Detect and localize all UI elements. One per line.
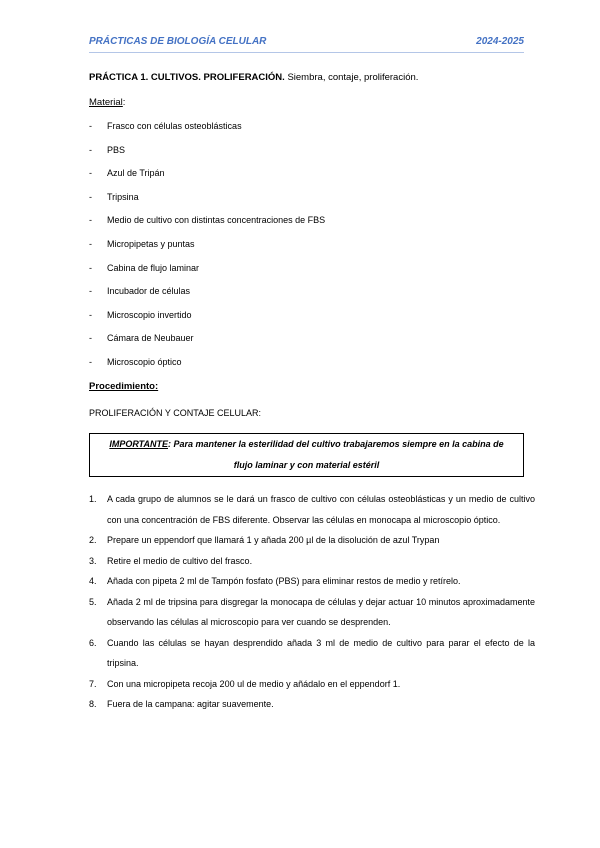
step-text: Fuera de la campana: agitar suavemente. bbox=[107, 699, 274, 709]
step-text: Añada 2 ml de tripsina para disgregar la monocapa de células y dejar actuar 10 minutos aproximadamente observando las células al microscopio para ver cuando se desprenden. bbox=[107, 596, 535, 627]
procedure-heading: Procedimiento: bbox=[89, 381, 159, 392]
material-item-text: Cabina de flujo laminar bbox=[107, 262, 200, 273]
practice-title-bold: PRÁCTICA 1. CULTIVOS. PROLIFERACIÓN. bbox=[89, 72, 285, 83]
important-text-2: flujo laminar y con material estéril bbox=[233, 460, 380, 470]
procedure-step bbox=[89, 530, 535, 551]
procedure-step bbox=[89, 694, 535, 715]
step-text: Añada con pipeta 2 ml de Tampón fosfato (PBS) para eliminar restos de medio y retírelo. bbox=[107, 576, 461, 586]
list-dash: - bbox=[89, 144, 92, 155]
important-text-1: : Para mantener la esterilidad del cultivo trabajaremos siempre en la cabina de bbox=[168, 439, 504, 449]
material-item-text: Microscopio invertido bbox=[107, 309, 192, 320]
material-item-text: Incubador de células bbox=[107, 286, 191, 297]
important-line-1 bbox=[90, 434, 523, 455]
important-notice bbox=[89, 433, 524, 477]
step-number: 2. bbox=[89, 535, 97, 545]
step-text: A cada grupo de alumnos se le dará un frasco de cultivo con células osteoblásticas y un medio de cultivo con una concentración de FBS diferente. Observar las células en monocapa al microscopio óptico. bbox=[107, 494, 535, 525]
practice-title bbox=[89, 72, 418, 83]
step-text: Cuando las células se hayan desprendido añada 3 ml de medio de cultivo para parar el efecto de la tripsina. bbox=[107, 637, 535, 668]
list-dash: - bbox=[89, 356, 92, 367]
step-number: 4. bbox=[89, 576, 97, 586]
header-year: 2024-2025 bbox=[476, 36, 524, 47]
procedure-subtitle: PROLIFERACIÓN Y CONTAJE CELULAR: bbox=[89, 408, 262, 418]
material-heading-colon: : bbox=[122, 97, 126, 108]
procedure-step bbox=[89, 551, 535, 572]
header-course-title: PRÁCTICAS DE BIOLOGÍA CELULAR bbox=[89, 36, 267, 47]
step-number: 6. bbox=[89, 637, 97, 648]
step-text: Con una micropipeta recoja 200 ul de medio y añádalo en el eppendorf 1. bbox=[107, 678, 401, 689]
material-item-text: Micropipetas y puntas bbox=[107, 238, 195, 249]
important-label: IMPORTANTE bbox=[109, 439, 169, 449]
step-text: Retire el medio de cultivo del frasco. bbox=[107, 555, 253, 566]
list-dash: - bbox=[89, 191, 92, 202]
procedure-steps bbox=[89, 489, 535, 715]
step-text: Prepare un eppendorf que llamará 1 y añada 200 µl de la disolución de azul Trypan bbox=[107, 535, 440, 545]
procedure-step bbox=[89, 592, 535, 633]
step-number: 5. bbox=[89, 596, 97, 607]
practice-title-rest: Siembra, contaje, proliferación. bbox=[284, 72, 419, 83]
procedure-step bbox=[89, 674, 535, 695]
list-dash: - bbox=[89, 262, 92, 273]
procedure-step bbox=[89, 489, 535, 530]
page-header bbox=[89, 36, 524, 53]
list-dash: - bbox=[89, 238, 92, 249]
list-dash: - bbox=[89, 215, 92, 226]
material-heading-text: Material bbox=[89, 97, 123, 108]
procedure-step bbox=[89, 571, 535, 592]
step-number: 3. bbox=[89, 555, 97, 566]
list-dash: - bbox=[89, 309, 92, 320]
material-item-text: Medio de cultivo con distintas concentraciones de FBS bbox=[107, 215, 326, 226]
material-item-text: Azul de Tripán bbox=[107, 168, 165, 179]
list-dash: - bbox=[89, 121, 92, 131]
material-item-text: Microscopio óptico bbox=[107, 356, 182, 367]
list-dash: - bbox=[89, 168, 92, 179]
material-item-text: Frasco con células osteoblásticas bbox=[107, 121, 242, 131]
material-item-text: PBS bbox=[107, 144, 126, 155]
material-item-text: Tripsina bbox=[107, 191, 139, 202]
list-dash: - bbox=[89, 333, 92, 344]
step-number: 8. bbox=[89, 699, 97, 709]
list-dash: - bbox=[89, 286, 92, 297]
material-item-text: Cámara de Neubauer bbox=[107, 333, 194, 344]
step-number: 7. bbox=[89, 678, 97, 689]
procedure-step bbox=[89, 633, 535, 674]
material-heading bbox=[89, 97, 125, 108]
step-number: 1. bbox=[89, 494, 97, 504]
